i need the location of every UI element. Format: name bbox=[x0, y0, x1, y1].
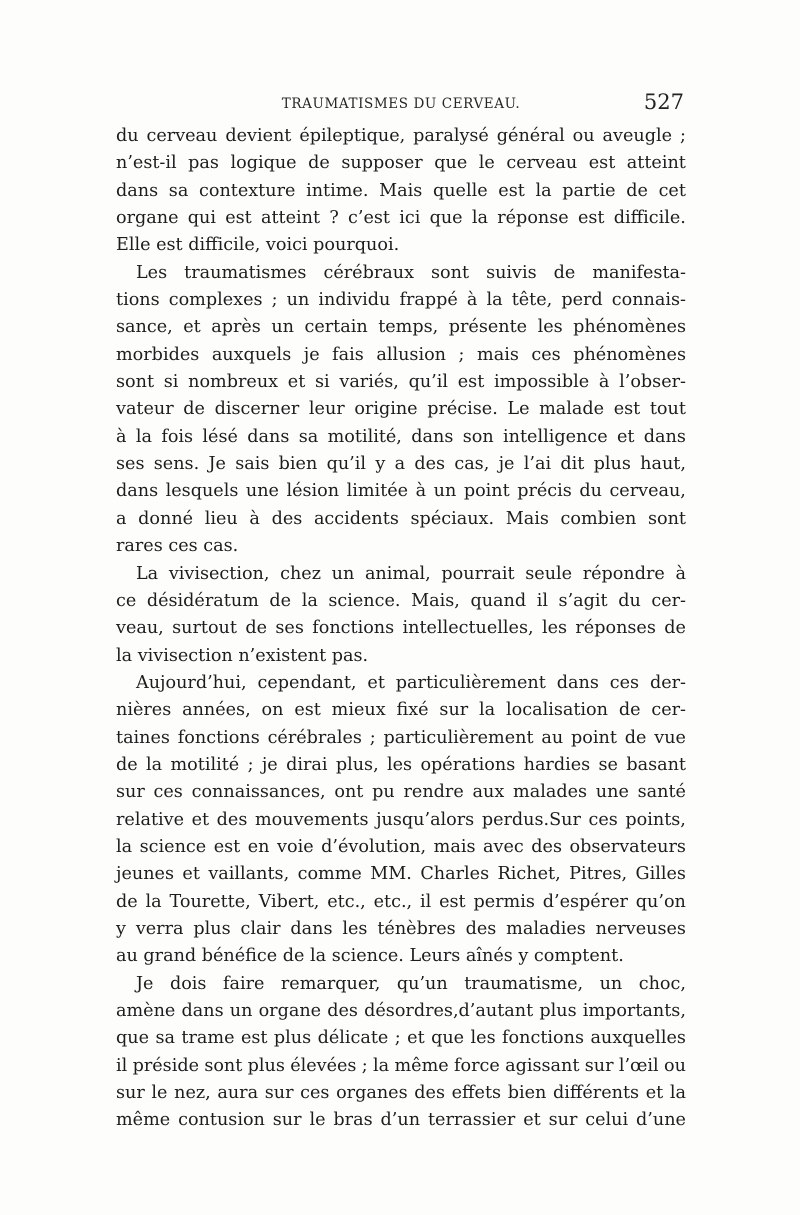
text-line: Aujourd’hui, cependant, et particulièrement dans ces der- bbox=[136, 672, 686, 693]
page-number: 527 bbox=[643, 90, 684, 114]
text-line: taines fonctions cérébrales ; particulièrement au point de vue bbox=[116, 727, 686, 748]
text-line: vateur de discerner leur origine précise. Le malade est tout bbox=[116, 399, 686, 420]
text-line: veau, surtout de ses fonctions intellectuelles, les réponses de bbox=[116, 618, 686, 639]
text-line: a donné lieu à des accidents spéciaux. Mais combien sont bbox=[116, 508, 686, 529]
text-line: la science est en voie d’évolution, mais avec des observateurs bbox=[116, 836, 686, 857]
text-line: rares ces cas. bbox=[116, 536, 239, 557]
text-line: y verra plus clair dans les ténèbres des maladies nerveuses bbox=[116, 918, 686, 939]
running-title: TRAUMATISMES DU CERVEAU. bbox=[281, 96, 521, 112]
text-line: n’est-il pas logique de supposer que le cerveau est atteint bbox=[116, 153, 686, 174]
text-line: dans lesquels une lésion limitée à un point précis du cerveau, bbox=[116, 481, 686, 502]
text-line: la vivisection n’existent pas. bbox=[116, 645, 369, 666]
text-line: sont si nombreux et si variés, qu’il est impossible à l’obser- bbox=[116, 372, 686, 393]
running-head bbox=[118, 90, 684, 120]
text-line: dans sa contexture intime. Mais quelle est la partie de cet bbox=[116, 180, 686, 201]
text-line: Je dois faire remarquer, qu’un traumatisme, un choc, bbox=[136, 973, 686, 994]
body-text bbox=[116, 123, 686, 1131]
text-line: que sa trame est plus délicate ; et que les fonctions auxquelles bbox=[116, 1028, 686, 1049]
text-line: ce désidératum de la science. Mais, quand il s’agit du cer- bbox=[116, 590, 686, 611]
text-line: jeunes et vaillants, comme MM. Charles Richet, Pitres, Gilles bbox=[116, 864, 686, 885]
text-line: Les traumatismes cérébraux sont suivis de manifesta- bbox=[136, 262, 686, 283]
text-line: à la fois lésé dans sa motilité, dans son intelligence et dans bbox=[116, 426, 686, 447]
text-line: amène dans un organe des désordres,d’autant plus importants, bbox=[116, 1001, 686, 1021]
text-line: Elle est difficile, voici pourquoi. bbox=[116, 235, 400, 256]
text-line: de la motilité ; je dirai plus, les opérations hardies se basant bbox=[116, 754, 686, 775]
text-line: nières années, on est mieux fixé sur la localisation de cer- bbox=[116, 700, 686, 721]
text-line: morbides auxquels je fais allusion ; mais ces phénomènes bbox=[116, 344, 686, 365]
text-line: sance, et après un certain temps, présente les phénomènes bbox=[116, 317, 686, 338]
text-line: ses sens. Je sais bien qu’il y a des cas, je l’ai dit plus haut, bbox=[116, 454, 686, 475]
text-line: organe qui est atteint ? c’est ici que la réponse est difficile. bbox=[116, 208, 686, 229]
text-line: de la Tourette, Vibert, etc., etc., il est permis d’espérer qu’on bbox=[116, 891, 686, 912]
text-line: il préside sont plus élevées ; la même force agissant sur l’œil ou bbox=[116, 1055, 686, 1076]
text-line: sur le nez, aura sur ces organes des effets bien différents et la bbox=[116, 1083, 686, 1104]
text-line: au grand bénéfice de la science. Leurs aînés y comptent. bbox=[116, 946, 624, 967]
text-line: sur ces connaissances, ont pu rendre aux malades une santé bbox=[116, 782, 686, 803]
text-line: même contusion sur le bras d’un terrassier et sur celui d’une bbox=[116, 1110, 686, 1131]
text-line: relative et des mouvements jusqu’alors perdus.Sur ces points, bbox=[116, 809, 686, 830]
text-line: du cerveau devient épileptique, paralysé général ou aveugle ; bbox=[116, 126, 686, 146]
text-line: La vivisection, chez un animal, pourrait seule répondre à bbox=[136, 563, 686, 584]
text-line: tions complexes ; un individu frappé à la tête, perd connais- bbox=[116, 290, 686, 311]
